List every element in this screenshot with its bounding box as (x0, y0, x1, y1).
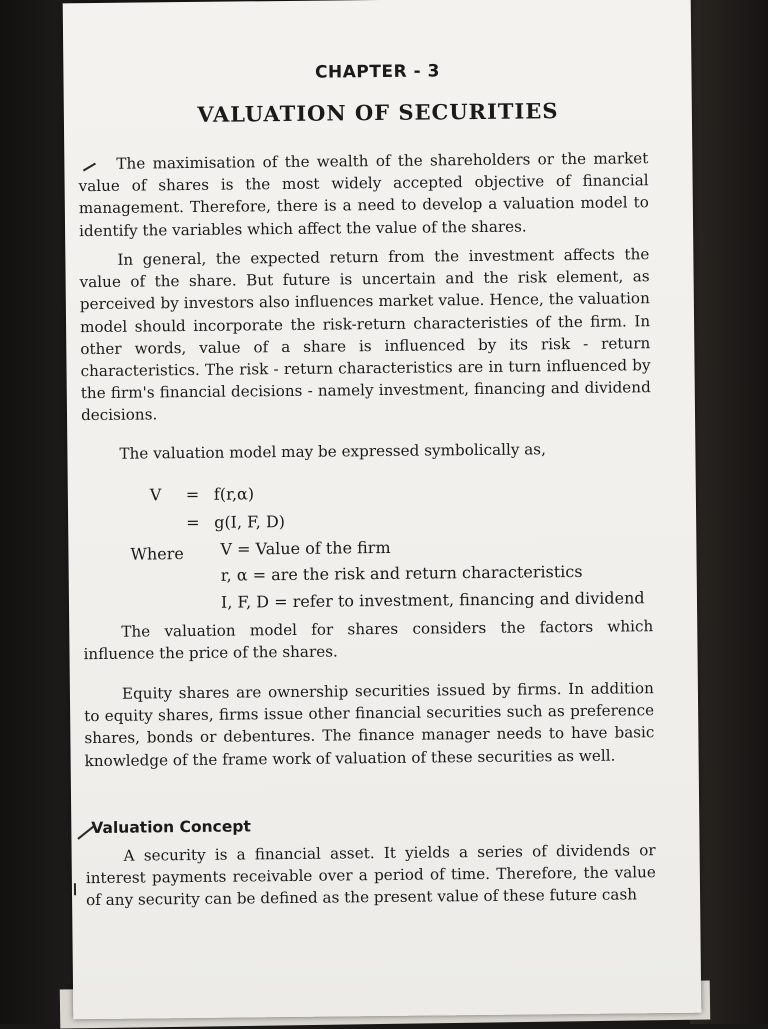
definition-r-alpha: r, α = are the risk and return characteristics (220, 561, 583, 585)
pen-mark-bar (74, 883, 76, 895)
section-heading: Valuation Concept (91, 817, 251, 838)
definition-i-f-d: I, F, D = refer to investment, financing and dividend (220, 588, 645, 612)
equation-equals-2: = (186, 512, 200, 533)
backdrop-left (0, 0, 72, 1024)
book-page (63, 0, 702, 1019)
paragraph-equity-text: Equity shares are ownership securities issued by firms. In addition to equity shares, firms issue other financial securities such as preference shares, bonds or debentures. The finance manager needs to have basic knowledge of the frame work of valuation of these securities as well. (84, 679, 655, 770)
backdrop-right (690, 0, 768, 1024)
equation-lhs-v: V (149, 485, 162, 505)
paragraph-model-intro (81, 437, 651, 465)
equation-rhs-2: g(I, F, D) (214, 512, 286, 532)
chapter-title: VALUATION OF SECURITIES (197, 98, 559, 127)
equation-equals-1: = (185, 484, 200, 505)
paragraph-intro (78, 147, 649, 242)
paragraph-equity (84, 677, 655, 772)
definition-v: V = Value of the firm (220, 537, 391, 559)
paragraph-intro-text: The maximisation of the wealth of the shareholders or the market value of shares is the most widely accepted objective of financial management. Therefore, there is a need to develop a valuation model to identify the variables which affect the value of the shares. (78, 149, 649, 240)
paragraph-risk-return-text: In general, the expected return from the investment affects the value of the share. But future is uncertain and the risk element, as perceived by investors also influences market value. Hence, the valuation model should incorporate the risk-return characteristies of the firm. In other words, value of a share is influenced by its risk - return characteristics. The risk - return characteristics are in turn influenced by the firm's financial decisions - namely investment, financing and dividend decisions. (79, 245, 651, 425)
paragraph-risk-return (79, 243, 651, 427)
paragraph-model-intro-text: The valuation model may be expressed symbolically as, (119, 440, 546, 463)
paragraph-factors (83, 615, 653, 665)
paragraph-valuation-concept-text: A security is a financial asset. It yields a series of dividends or interest payments receivable over a period of time. Therefore, the value of any security can be defined as the present value of these future cash (85, 841, 656, 910)
where-label: Where (130, 544, 184, 564)
equation-rhs-1: f(r,α) (213, 484, 255, 504)
chapter-number: CHAPTER - 3 (314, 61, 440, 83)
paragraph-valuation-concept (86, 839, 657, 912)
paragraph-factors-text: The valuation model for shares considers the factors which influence the price of the shares. (83, 617, 654, 664)
